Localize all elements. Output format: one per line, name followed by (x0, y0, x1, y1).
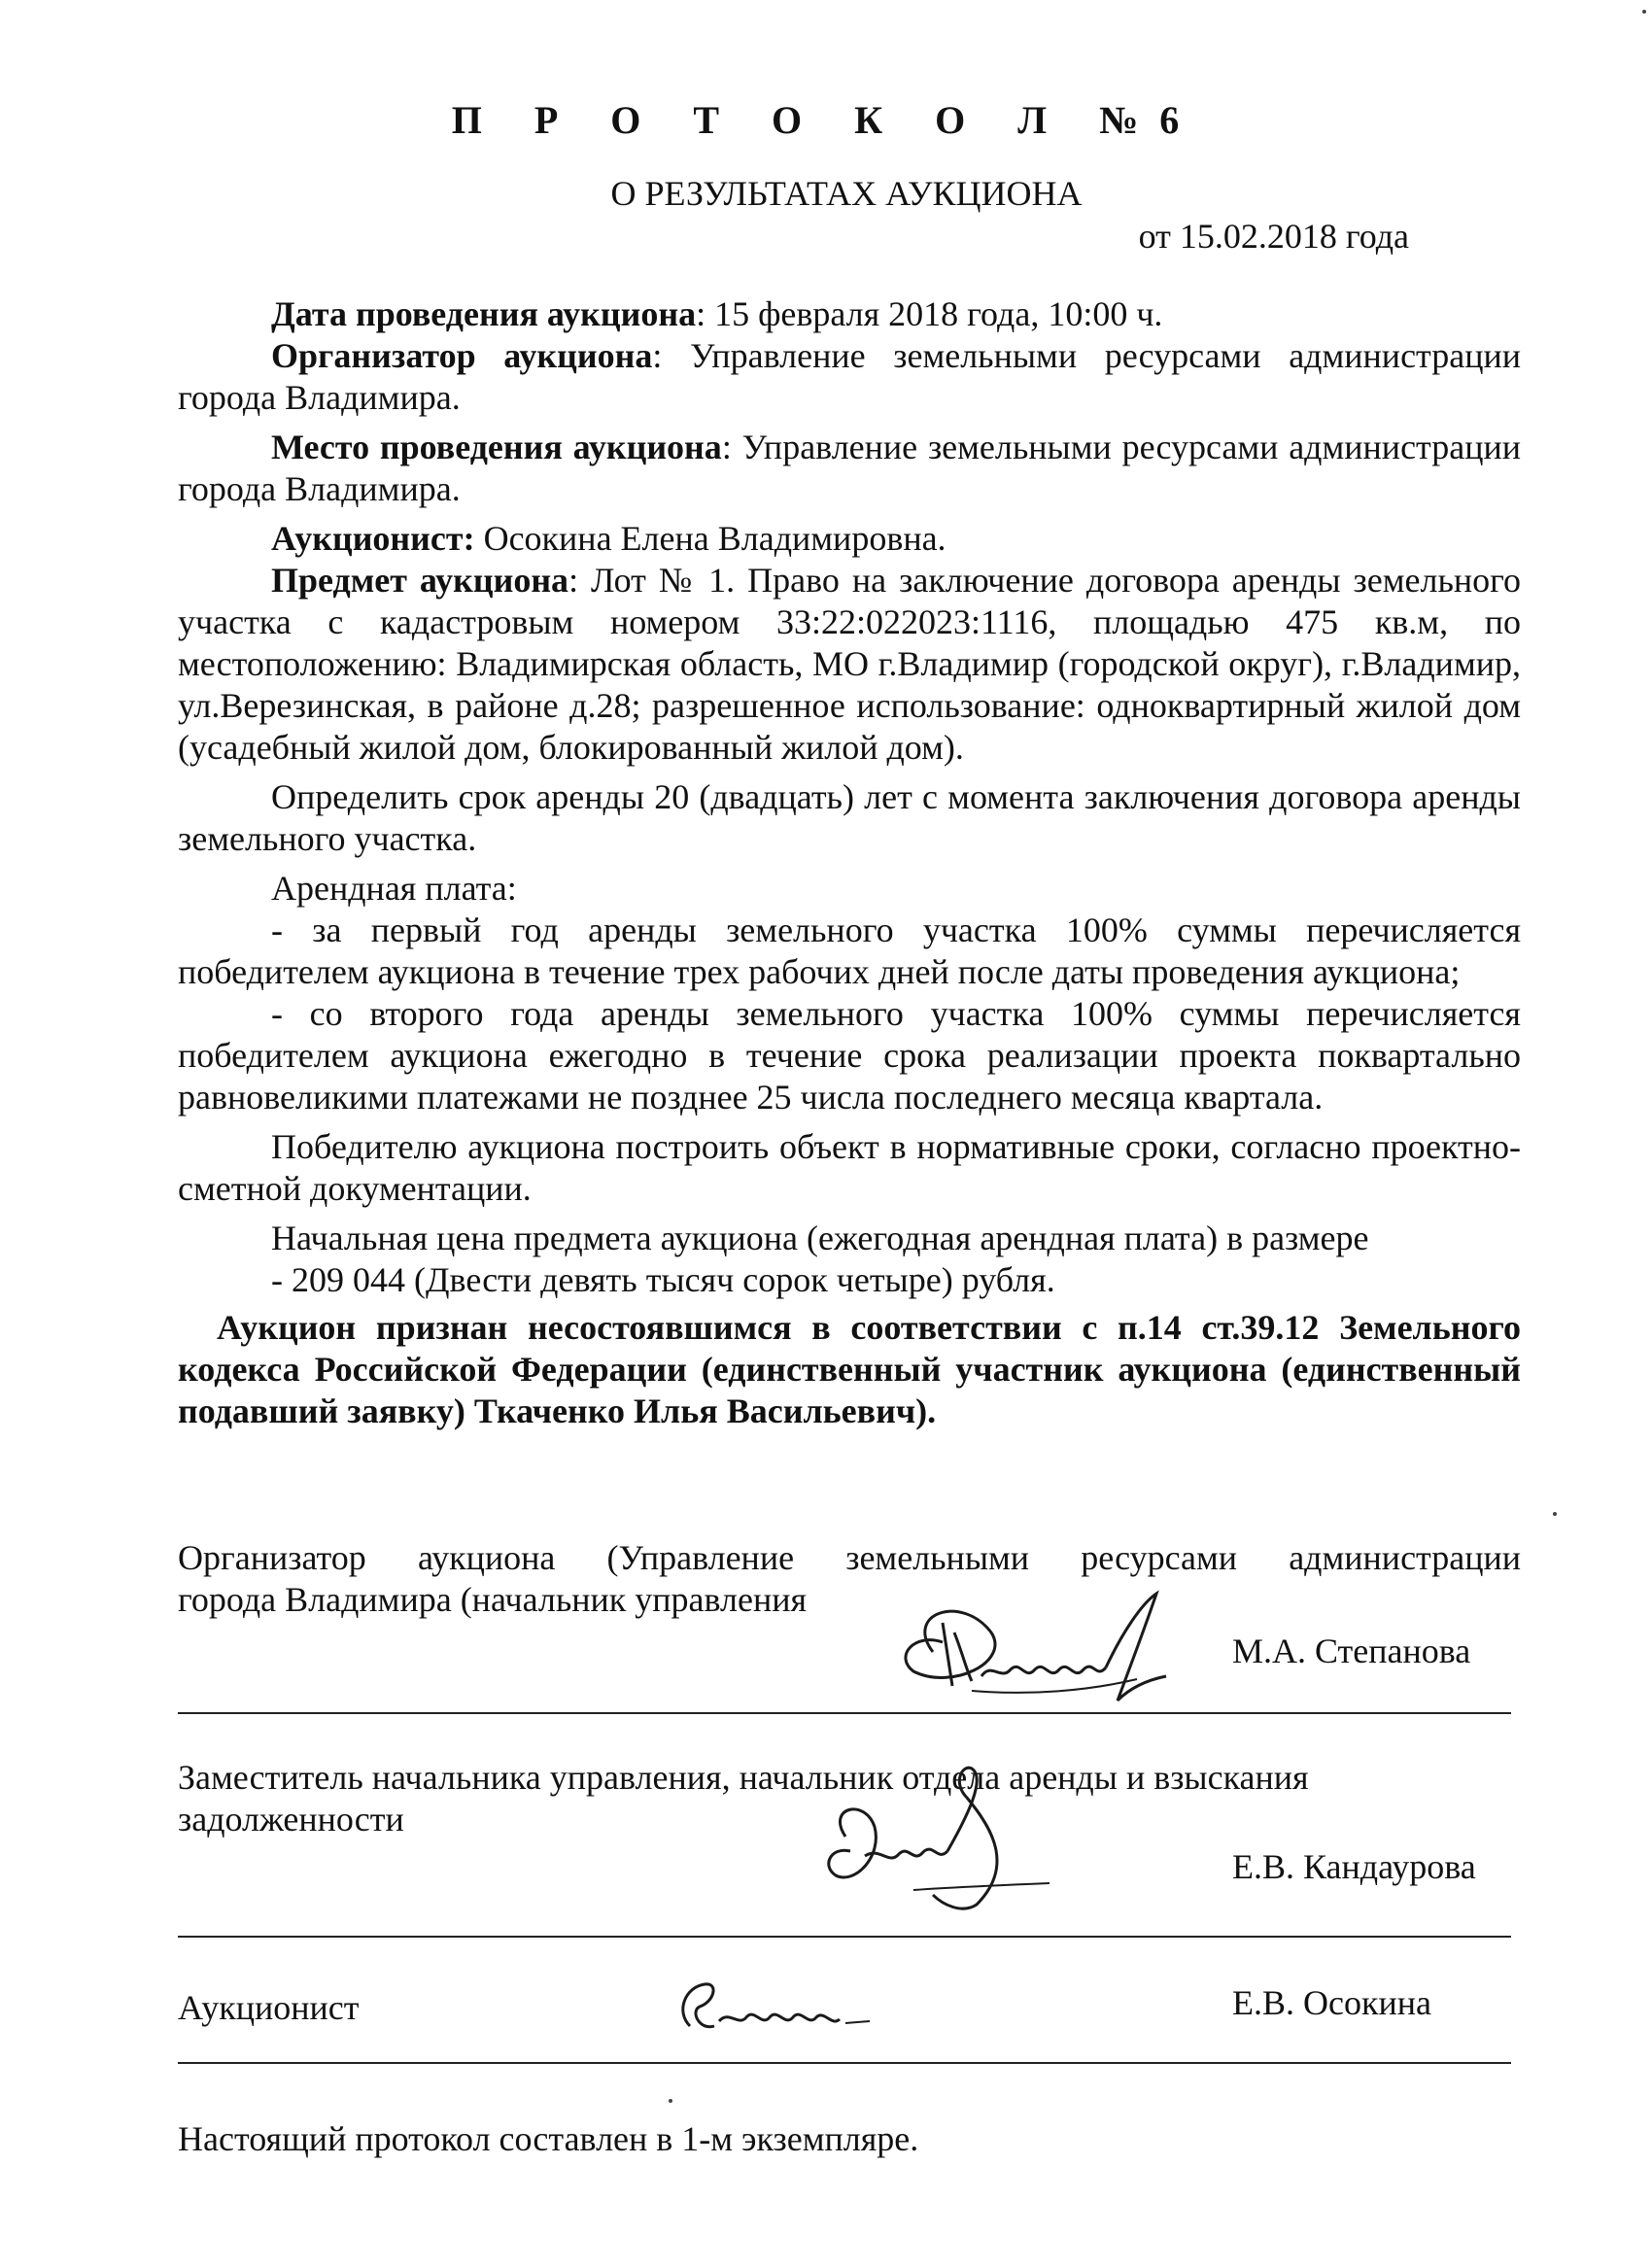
copies-note: Настоящий протокол составлен в 1-м экземпляре. (178, 2119, 919, 2158)
signature-divider-3 (178, 2062, 1511, 2064)
signature-divider-1 (178, 1712, 1511, 1714)
document-title: П Р О Т О К О Л №6 (451, 98, 1201, 142)
document-body (178, 293, 1521, 1432)
build-obligation-paragraph: Победителю аукциона построить объект в нормативные сроки, согласно проектно-сметной документации. (178, 1127, 1521, 1208)
start-price-paragraph: Начальная цена предмета аукциона (ежегодная арендная плата) в размере (271, 1219, 1369, 1257)
auctioneer-signature (661, 1973, 913, 2050)
auction-date-label: Дата проведения аукциона (271, 294, 697, 333)
auction-date-value: : 15 февраля 2018 года, 10:00 ч. (696, 294, 1163, 333)
auction-verdict: Аукцион признан несостоявшимся в соответствии с п.14 ст.39.12 Земельного кодекса Российской Федерации (единственный участник аукциона (единственный подавший заявку) Ткаченко Илья Васильевич). (178, 1308, 1521, 1430)
scan-speck (1642, 10, 1646, 14)
scan-speck (669, 2099, 672, 2103)
auctioneer-value: Осокина Елена Владимировна. (474, 519, 946, 558)
place-value: : Управление земельными ресурсами администрации города Владимира. (178, 428, 1521, 508)
organizer-name: М.А. Степанова (1232, 1632, 1471, 1670)
place-label: Место проведения аукциона (271, 428, 722, 466)
organizer-label: Организатор аукциона (271, 336, 653, 375)
start-price-amount: - 209 044 (Двести девять тысяч сорок четыре) рубля. (271, 1260, 1055, 1299)
organizer-signature-line1: Организатор аукциона (Управление земельными ресурсами администрации (178, 1538, 1521, 1577)
organizer-paragraph (178, 335, 1521, 419)
place-paragraph (178, 427, 1521, 510)
auctioneer-label: Аукционист: (271, 519, 475, 558)
auctioneer-paragraph (178, 518, 1521, 560)
signature-divider-2 (178, 1936, 1511, 1938)
deputy-signature-line1: Заместитель начальника управления, начальник отдела аренды и взыскания (178, 1758, 1309, 1797)
auctioneer-role: Аукционист (178, 1988, 360, 2027)
deputy-signature (807, 1759, 1059, 1924)
document-subtitle: О РЕЗУЛЬТАТАХ АУКЦИОНА (610, 174, 1083, 213)
organizer-signature-block (178, 1537, 1521, 1621)
scan-speck (1553, 1512, 1557, 1516)
organizer-value: : Управление земельными ресурсами администрации города Владимира. (178, 336, 1521, 417)
auction-date-paragraph (178, 293, 1521, 335)
auctioneer-name: Е.В. Осокина (1232, 1983, 1431, 2022)
organizer-signature-line2: города Владимира (начальник управления (178, 1580, 808, 1619)
rent-second-year-paragraph: - со второго года аренды земельного участка 100% суммы перечисляется победителем аукциона ежегодно в течение срока реализации проекта поквартально равновеликими платежами не позднее 25 числа последнего месяца квартала. (178, 994, 1521, 1117)
subject-label: Предмет аукциона (271, 561, 569, 600)
document-date: от 15.02.2018 года (1138, 217, 1409, 256)
lease-term-paragraph: Определить срок аренды 20 (двадцать) лет с момента заключения договора аренды земельного участка. (178, 777, 1521, 858)
subject-value: : Лот № 1. Право на заключение договора аренды земельного участка с кадастровым номером 33:22:022023:1116, площадью 475 кв.м, по местоположению: Владимирская область, МО г.Владимир (городской округ), г.Владимир, ул.Верезинская, в районе д.28; разрешенное использование: одноквартирный жилой дом (усадебный жилой дом, блокированный жилой дом). (178, 561, 1521, 767)
deputy-signature-line2: задолженности (178, 1800, 404, 1838)
rent-heading: Арендная плата: (271, 869, 517, 908)
rent-first-year-paragraph: - за первый год аренды земельного участка 100% суммы перечисляется победителем аукциона в течение трех рабочих дней после даты проведения аукциона; (178, 911, 1521, 991)
deputy-name: Е.В. Кандаурова (1232, 1847, 1476, 1886)
subject-paragraph (178, 560, 1521, 769)
organizer-signature (875, 1584, 1186, 1720)
